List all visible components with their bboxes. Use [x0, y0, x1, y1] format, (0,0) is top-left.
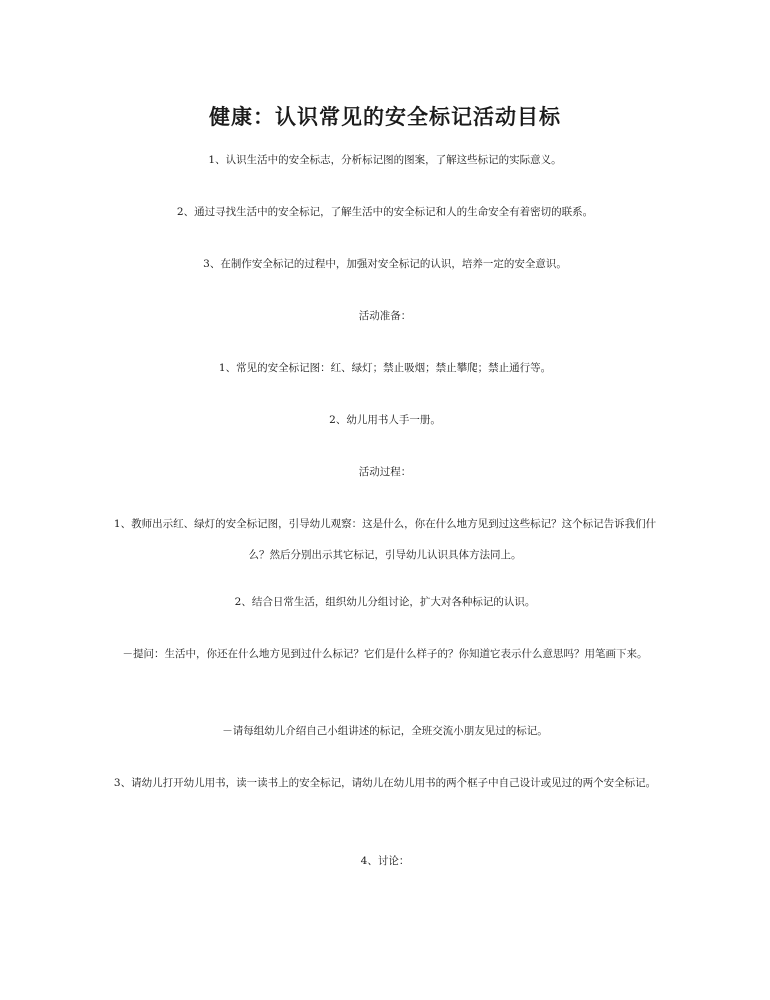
paragraph-process-question: －提问：生活中，你还在什么地方见到过什么标记？它们是什么样子的？你知道它表示什么意思吗？用笔画下来。 — [122, 648, 648, 660]
paragraph-goal-3: 3、在制作安全标记的过程中，加强对安全标记的认识，培养一定的安全意识。 — [203, 258, 567, 270]
paragraph-process-1: 1、教师出示红、绿灯的安全标记图，引导幼儿观察：这是什么，你在什么地方见到过这些标记？这个标记告诉我们什么？然后分别出示其它标记，引导幼儿认识具体方法同上。 — [113, 518, 657, 561]
paragraph-goal-1: 1、认识生活中的安全标志，分析标记图的图案，了解这些标记的实际意义。 — [208, 154, 562, 166]
paragraph-process-4: 4、讨论： — [360, 855, 410, 867]
paragraph-process-2: 2、结合日常生活，组织幼儿分组讨论，扩大对各种标记的认识。 — [234, 596, 536, 608]
paragraph-prep-2: 2、幼儿用书人手一册。 — [329, 414, 441, 426]
section-heading-process: 活动过程： — [358, 466, 412, 478]
paragraph-goal-2: 2、通过寻找生活中的安全标记，了解生活中的安全标记和人的生命安全有着密切的联系。 — [176, 206, 594, 218]
paragraph-prep-1: 1、常见的安全标记图：红、绿灯；禁止吸烟；禁止攀爬；禁止通行等。 — [218, 362, 552, 374]
paragraph-process-3: 3、请幼儿打开幼儿用书，读一读书上的安全标记，请幼儿在幼儿用书的两个框子中自己设计或见过的两个安全标记。 — [113, 777, 657, 789]
section-heading-preparation: 活动准备： — [358, 310, 412, 322]
paragraph-process-share: －请每组幼儿介绍自己小组讲述的标记，全班交流小朋友见过的标记。 — [222, 725, 548, 737]
document-title: 健康：认识常见的安全标记活动目标 — [209, 104, 561, 130]
